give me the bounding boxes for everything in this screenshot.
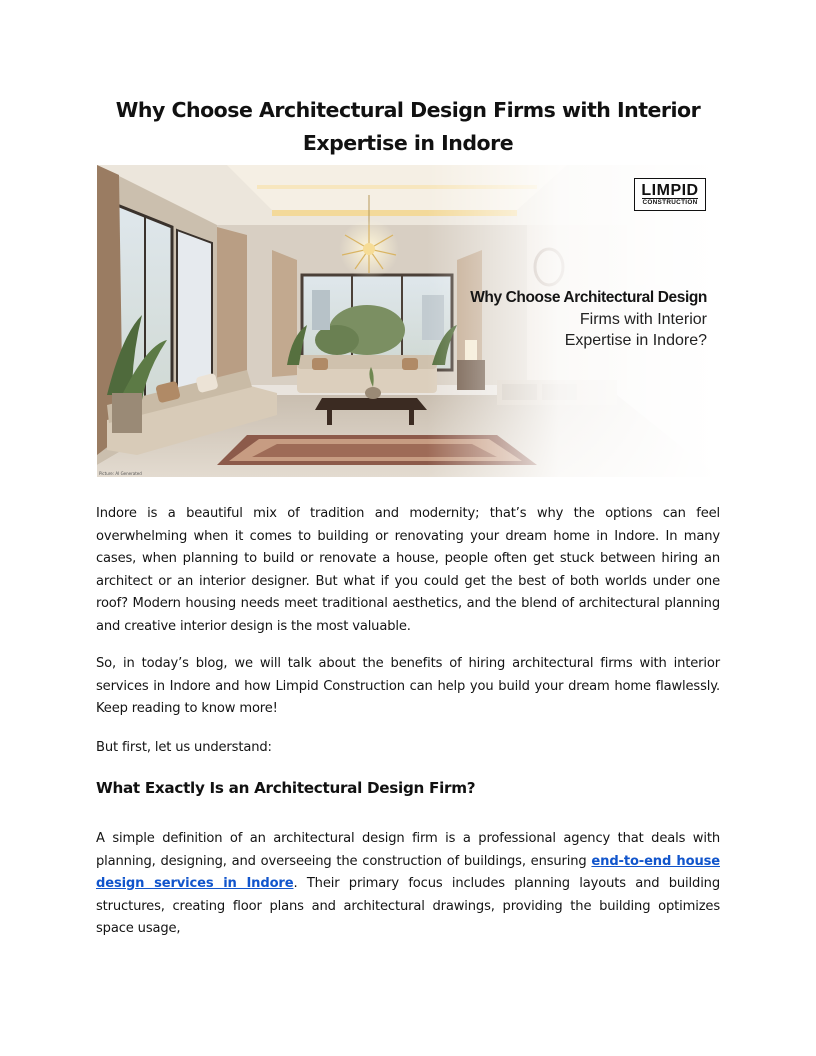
hero-caption-line3: Expertise in Indore? [564,332,707,349]
hero-caption [470,287,707,351]
house-design-services-link[interactable]: end-to-end house design services in Indore [96,853,720,891]
definition-text-end: . Their primary focus includes planning layouts and building structures, creating floor plans and architectural drawings, providing the building optimizes space usage, [96,876,720,936]
document-title: Why Choose Architectural Design Firms with Interior Expertise in Indore [115,98,701,155]
definition-paragraph [96,828,720,941]
image-credit: Picture: AI Generated [99,471,142,476]
definition-text-start: A simple definition of an architectural design firm is a professional agency that deals with planning, designing, and overseeing the construction of buildings, ensuring [96,831,720,869]
hero-caption-line1: Why Choose Architectural Design [470,289,707,306]
limpid-construction-logo: LIMPID CONSTRUCTION [634,178,706,211]
blog-intro-paragraph: So, in today’s blog, we will talk about the benefits of hiring architectural firms with interior services in Indore and how Limpid Construction can help you build your dream home flawlessly. Keep reading to know more! [96,656,720,716]
hero-caption-line2: Firms with Interior [579,311,707,328]
section-heading: What Exactly Is an Architectural Design Firm? [96,779,476,797]
hero-banner-image [97,165,719,477]
lead-in-paragraph: But first, let us understand: [96,740,272,755]
intro-paragraph: Indore is a beautiful mix of tradition and modernity; that’s why the options can feel overwhelming when it comes to building or renovating your dream home in Indore. In many cases, when planning to build or renovate a house, people often get stuck between hiring an architect or an interior designer. But what if you could get the best of both worlds under one roof? Modern housing needs meet traditional aesthetics, and the blend of architectural planning and creative interior design is the most valuable. [96,506,720,634]
